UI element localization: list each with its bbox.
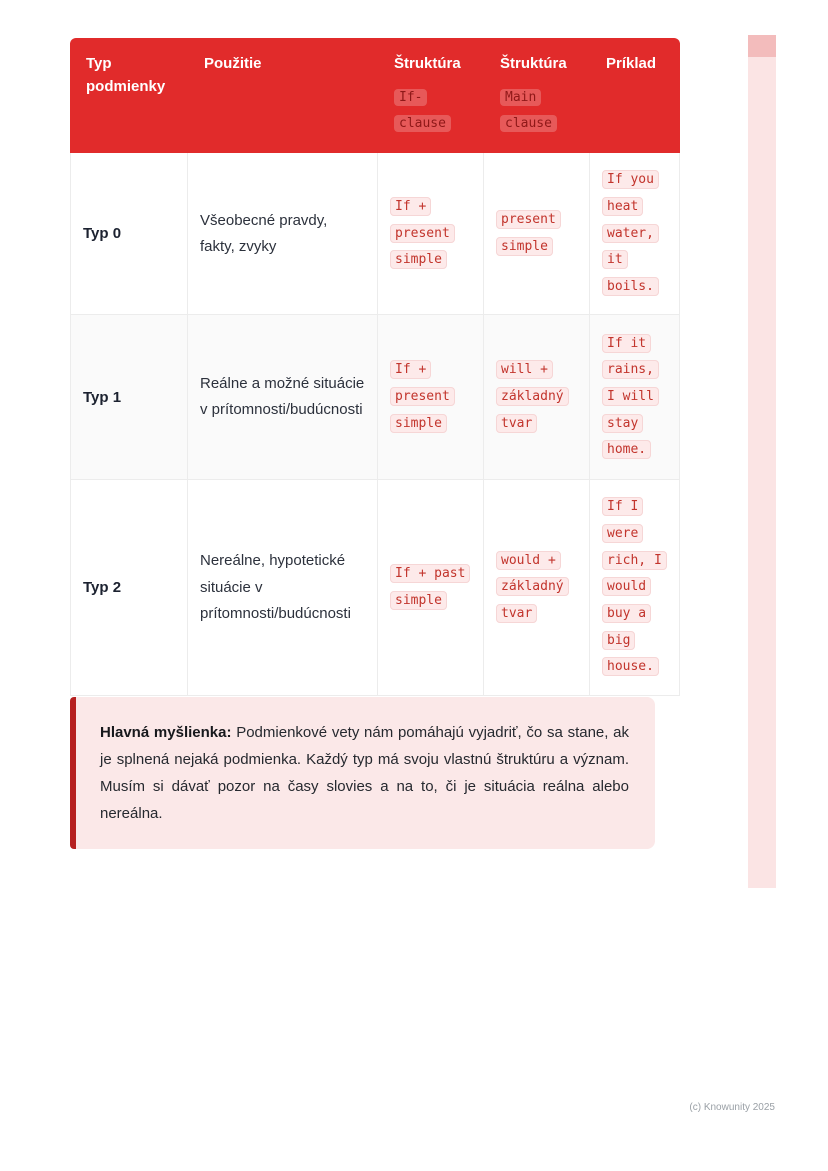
col-header-subtitle-chip: If-clause <box>394 89 451 132</box>
table-row-typ-0 <box>70 153 680 315</box>
conditionals-table <box>70 38 680 696</box>
key-idea-callout <box>70 697 655 849</box>
copyright-footer: (c) Knowunity 2025 <box>689 1102 775 1113</box>
code-chip-if-clause: If + present simple <box>390 197 455 269</box>
cell-if-clause <box>378 480 484 695</box>
cell-main-clause <box>484 480 590 695</box>
col-header-title: Štruktúra <box>394 55 461 72</box>
col-header-title: Typ podmienky <box>86 55 166 96</box>
cell-pouzitie: Reálne a možné situácie v prítomnosti/budúcnosti <box>188 315 378 480</box>
callout-title: Hlavná myšlienka: <box>100 724 232 741</box>
code-chip-main-clause: would + základný tvar <box>496 551 569 623</box>
cell-pouzitie: Všeobecné pravdy, fakty, zvyky <box>188 153 378 315</box>
cell-typ: Typ 2 <box>70 480 188 695</box>
col-header-subtitle-chip: Main clause <box>500 89 557 132</box>
callout-text: Podmienkové vety nám pomáhajú vyjadriť, čo sa stane, ak je splnená nejaká podmienka. Každý typ má svoju vlastnú štruktúru a význam. Musím si dávať pozor na časy slovies a na to, či je situácia reálna alebo nereálna. <box>100 724 630 822</box>
cell-main-clause <box>484 153 590 315</box>
table-header-row <box>70 38 680 153</box>
col-header-priklad <box>590 38 680 153</box>
col-header-title: Štruktúra <box>500 55 567 72</box>
col-header-struktura-if-clause <box>378 38 484 153</box>
code-chip-priklad: If it rains, I will stay home. <box>602 334 659 460</box>
cell-typ: Typ 1 <box>70 315 188 480</box>
cell-priklad <box>590 480 680 695</box>
col-header-struktura-main-clause <box>484 38 590 153</box>
code-chip-if-clause: If + past simple <box>390 564 470 610</box>
col-header-typ-podmienky <box>70 38 188 153</box>
cell-if-clause <box>378 315 484 480</box>
scrollbar-track[interactable] <box>748 35 776 888</box>
cell-priklad <box>590 315 680 480</box>
table-row-typ-1 <box>70 315 680 480</box>
callout-paragraph <box>100 719 629 827</box>
cell-main-clause <box>484 315 590 480</box>
cell-typ: Typ 0 <box>70 153 188 315</box>
scrollbar-thumb[interactable] <box>748 35 776 57</box>
cell-if-clause <box>378 153 484 315</box>
cell-pouzitie: Nereálne, hypotetické situácie v prítomnosti/budúcnosti <box>188 480 378 695</box>
code-chip-priklad: If I were rich, I would buy a big house. <box>602 497 667 676</box>
code-chip-priklad: If you heat water, it boils. <box>602 170 659 296</box>
col-header-title: Použitie <box>204 55 262 72</box>
table-row-typ-2 <box>70 480 680 695</box>
code-chip-if-clause: If + present simple <box>390 360 455 432</box>
code-chip-main-clause: present simple <box>496 210 561 256</box>
col-header-pouzitie <box>188 38 378 153</box>
col-header-title: Príklad <box>606 55 657 72</box>
code-chip-main-clause: will + základný tvar <box>496 360 569 432</box>
cell-priklad <box>590 153 680 315</box>
